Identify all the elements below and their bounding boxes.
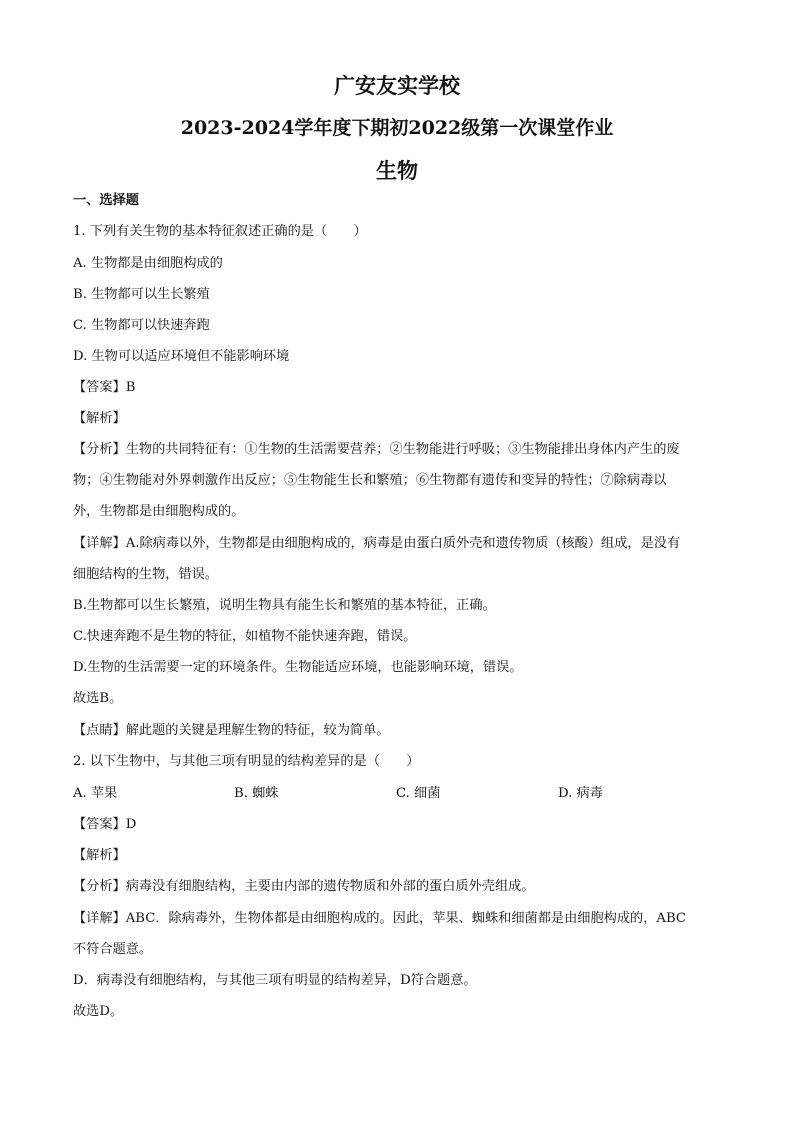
q1-detail-line: B.生物都可以生长繁殖，说明生物具有能生长和繁殖的基本特征，正确。 (73, 598, 496, 613)
q2-analysis: 【分析】病毒没有细胞结构，主要由内部的遗传物质和外部的蛋白质外壳组成。 (73, 879, 535, 894)
q2-detail-line: 【详解】ABC．除病毒外，生物体都是由细胞构成的。因此，苹果、蜘蛛和细菌都是由细胞构成的，ABC (73, 911, 686, 926)
q1-detail-line: 细胞结构的生物，错误。 (73, 567, 219, 582)
q1-detail-line: D.生物的生活需要一定的环境条件。生物能适应环境，也能影响环境，错误。 (73, 660, 523, 675)
exam-title: 2023-2024学年度下期初2022级第一次课堂作业 (180, 117, 614, 139)
q2-stem: 2. 以下生物中，与其他三项有明显的结构差异的是（ ） (73, 754, 420, 769)
q1-option-c: C. 生物都可以快速奔跑 (73, 318, 210, 333)
q2-answer: 【答案】D (73, 817, 137, 832)
q2-option-a: A. 苹果 (73, 786, 118, 801)
q2-option-c: C. 细菌 (396, 786, 441, 801)
subject-title: 生物 (376, 158, 418, 183)
q1-detail-line: C.快速奔跑不是生物的特征，如植物不能快速奔跑，错误。 (73, 629, 417, 644)
q1-detail-line: 【详解】A.除病毒以外，生物都是由细胞构成的，病毒是由蛋白质外壳和遗传物质（核酸）组成，是没有 (73, 536, 681, 551)
q1-answer: 【答案】B (73, 380, 136, 395)
q2-detail-line: 故选D。 (73, 1004, 124, 1019)
q2-analysis-label: 【解析】 (73, 848, 126, 863)
q1-analysis-line: 【分析】生物的共同特征有：①生物的生活需要营养；②生物能进行呼吸；③生物能排出身体内产生的废 (73, 442, 680, 457)
q2-detail-line: 不符合题意。 (73, 942, 153, 957)
q2-option-b: B. 蜘蛛 (234, 786, 279, 801)
q1-option-b: B. 生物都可以生长繁殖 (73, 287, 210, 302)
q1-detail-line: 故选B。 (73, 691, 123, 706)
q2-detail-line: D．病毒没有细胞结构，与其他三项有明显的结构差异，D符合题意。 (73, 973, 477, 988)
q2-option-d: D. 病毒 (558, 786, 603, 801)
q1-comment: 【点睛】解此题的关键是理解生物的特征，较为简单。 (73, 723, 390, 738)
q1-stem: 1. 下列有关生物的基本特征叙述正确的是（ ） (73, 224, 367, 239)
school-name: 广安友实学校 (334, 73, 460, 98)
section-title: 一、选择题 (73, 193, 139, 208)
q1-analysis-label: 【解析】 (73, 411, 126, 426)
q1-option-a: A. 生物都是由细胞构成的 (73, 256, 223, 271)
q1-analysis-line: 物；④生物能对外界刺激作出反应；⑤生物能生长和繁殖；⑥生物都有遗传和变异的特性；⑦除病毒以 (73, 473, 667, 488)
q1-analysis-line: 外，生物都是由细胞构成的。 (73, 504, 245, 519)
q1-option-d: D. 生物可以适应环境但不能影响环境 (73, 349, 290, 364)
